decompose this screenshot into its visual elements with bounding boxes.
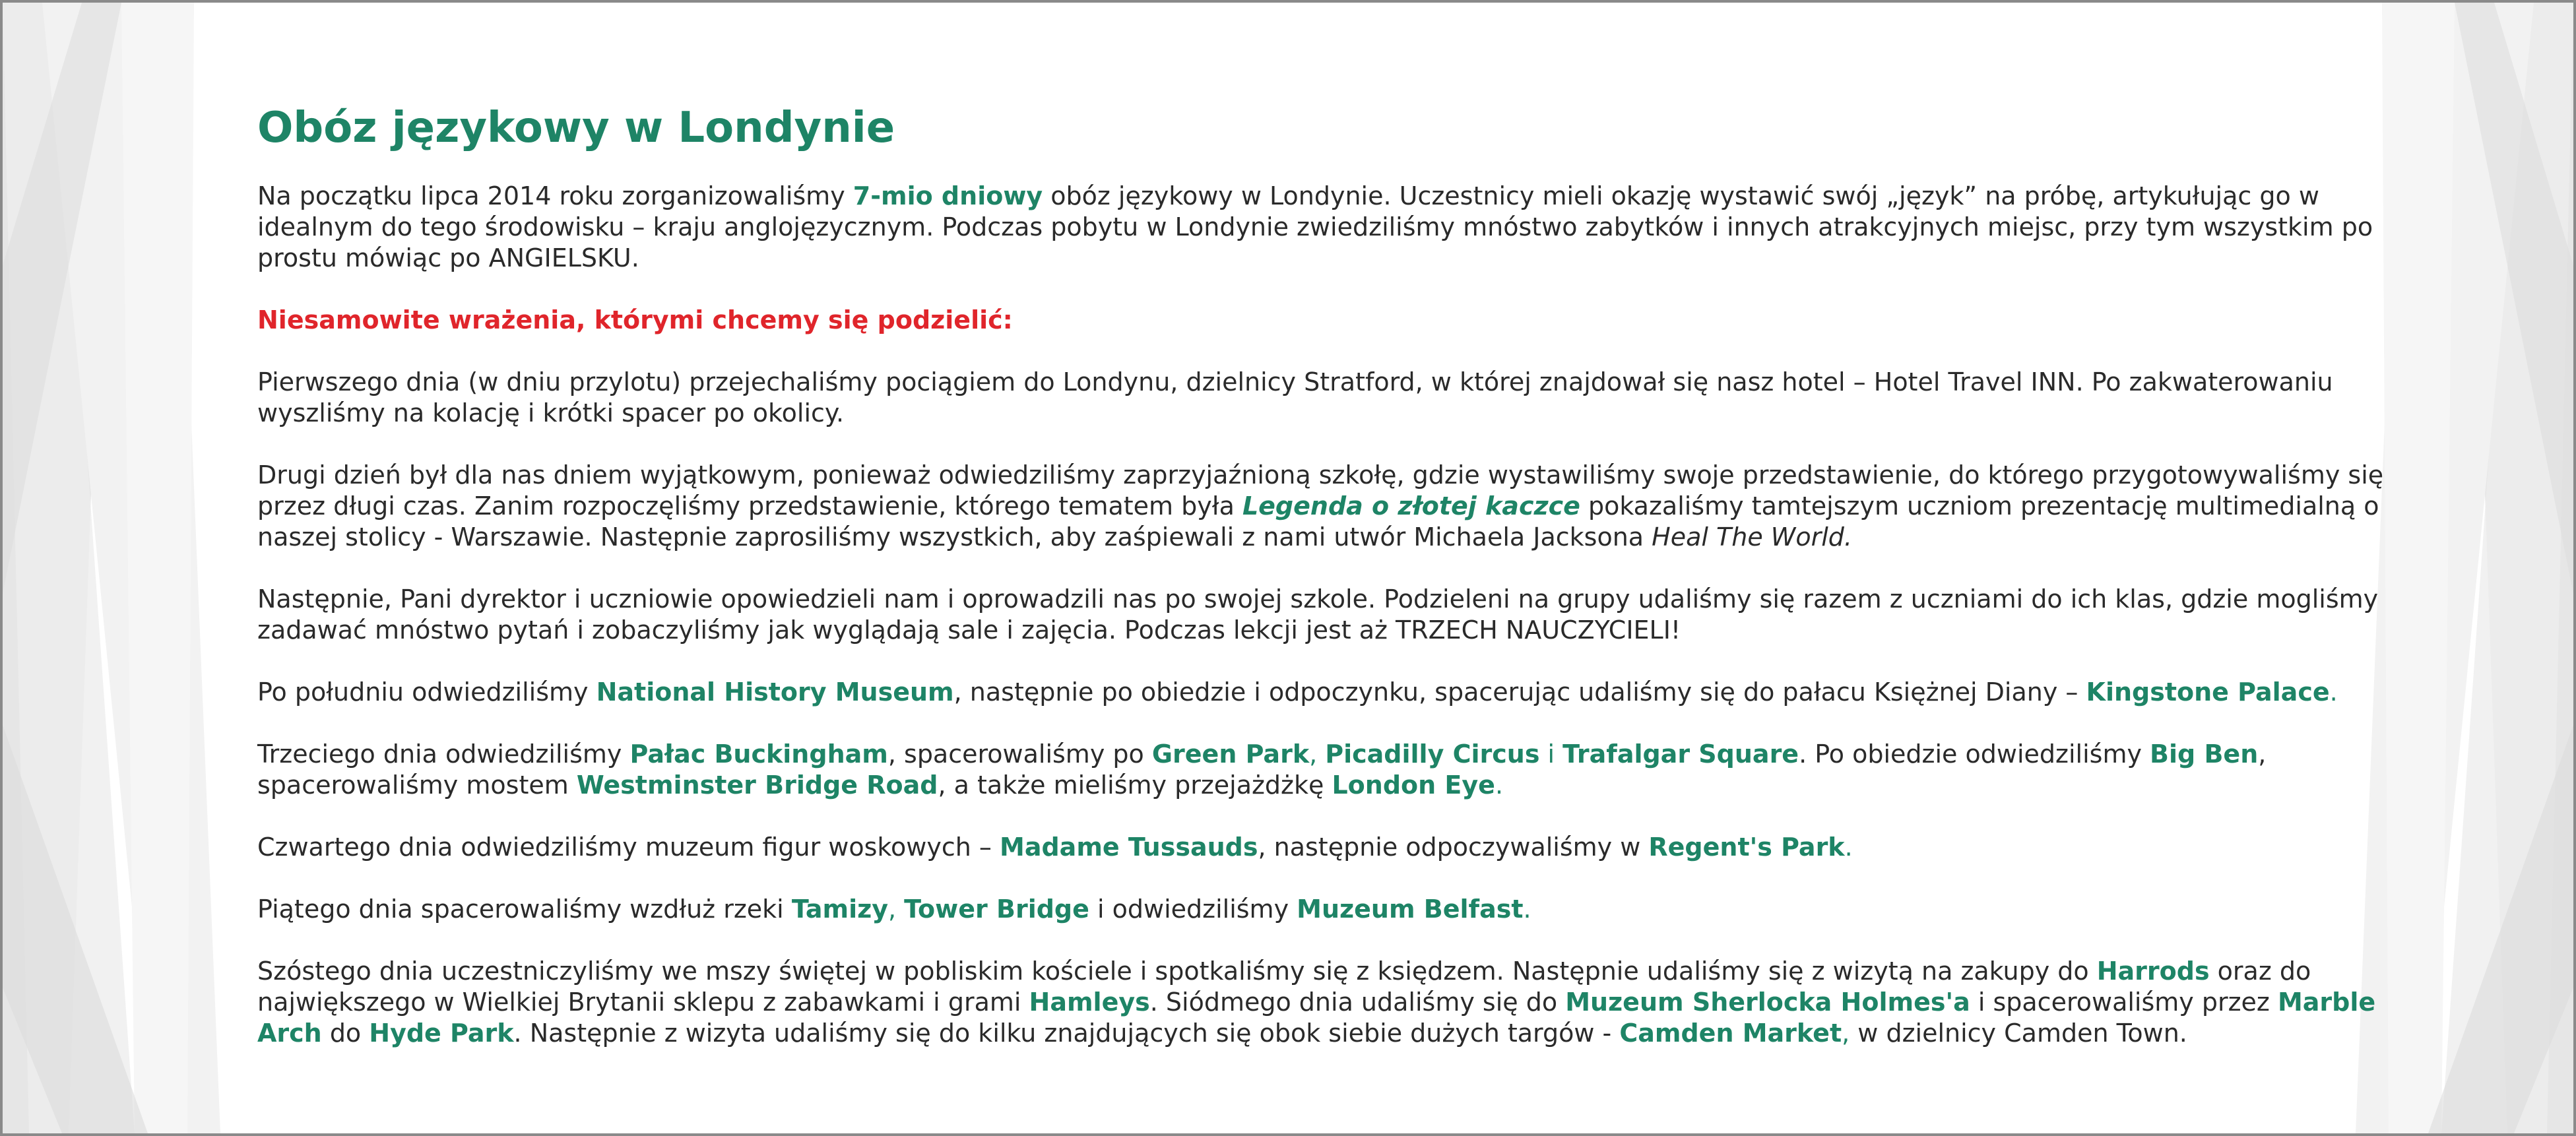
afternoon-paragraph bbox=[257, 677, 2435, 708]
text: . Po obiedzie odwiedziliśmy bbox=[1799, 740, 2150, 769]
punctuation: , bbox=[1842, 1019, 1850, 1048]
highlight-legend-title: Legenda o złotej kaczce bbox=[1242, 491, 1580, 521]
text: . Następnie z wizyta udaliśmy się do kilku znajdujących się obok siebie dużych targów - bbox=[513, 1019, 1620, 1048]
text: , spacerowaliśmy mostem bbox=[257, 740, 2267, 800]
text: obóz językowy w Londynie. Uczestnicy mieli okazję wystawić swój „język” na próbę, artykułując go w idealnym do tego środowisku – kraju anglojęzycznym. Podczas pobytu w Londynie zwiedziliśmy mnóstwo zabytków i innych atrakcyjnych miejsc, przy tym wszystkim po prostu mówiąc po ANGIELSKU. bbox=[257, 181, 2373, 272]
place-kingstone-palace: Kingstone Palace bbox=[2086, 678, 2330, 707]
text: , następnie po obiedzie i odpoczynku, spacerując udaliśmy się do pałacu Księżnej Diany – bbox=[953, 678, 2086, 707]
place-muzeum-belfast: Muzeum Belfast bbox=[1297, 895, 1524, 924]
article bbox=[257, 102, 2435, 1080]
place-muzeum-sherlocka-holmesa: Muzeum Sherlocka Holmes'a bbox=[1565, 988, 1970, 1017]
text: . Siódmego dnia udaliśmy się do bbox=[1149, 988, 1566, 1017]
punctuation: , bbox=[888, 895, 905, 924]
place-palac-buckingham: Pałac Buckingham bbox=[629, 740, 888, 769]
text: pokazaliśmy tamtejszym uczniom prezentację multimedialną o naszej stolicy - Warszawie. Następnie zaprosiliśmy wszystkich, aby zaśpiewali z nami utwór Michaela Jacksona bbox=[257, 491, 2379, 552]
day3-paragraph bbox=[257, 739, 2435, 801]
place-picadilly-circus: Picadilly Circus bbox=[1325, 740, 1540, 769]
text: , a także mieliśmy przejażdżkę bbox=[938, 771, 1332, 800]
song-title: Heal The World. bbox=[1652, 522, 1852, 552]
punctuation: . bbox=[1844, 833, 1853, 862]
section-subheading: Niesamowite wrażenia, którymi chcemy się podzielić: bbox=[257, 305, 1013, 334]
school-paragraph: Następnie, Pani dyrektor i uczniowie opowiedzieli nam i oprowadzili nas po swojej szkole. Podzieleni na grupy udaliśmy się razem z uczniami do ich klas, gdzie mogliśmy zadawać mnóstwo pytań i zobaczyliśmy jak wyglądają sale i zajęcia. Podczas lekcji jest aż TRZECH NAUCZYCIELI! bbox=[257, 584, 2379, 645]
text: i bbox=[1539, 740, 1563, 769]
day6-7-paragraph bbox=[257, 956, 2435, 1049]
place-tamizy: Tamizy bbox=[791, 895, 888, 924]
punctuation: . bbox=[1495, 771, 1504, 800]
text: Szóstego dnia uczestniczyliśmy we mszy świętej w pobliskim kościele i spotkaliśmy się z księdzem. Następnie udaliśmy się z wizytą na zakupy do bbox=[257, 957, 2097, 986]
day4-paragraph bbox=[257, 832, 2435, 863]
text: do bbox=[321, 1019, 370, 1048]
text: oraz do największego w Wielkiej Brytanii sklepu z zabawkami i grami bbox=[257, 957, 2311, 1017]
punctuation: , bbox=[1309, 740, 1326, 769]
day1-paragraph: Pierwszego dnia (w dniu przylotu) przejechaliśmy pociągiem do Londynu, dzielnicy Stratford, w której znajdował się nasz hotel – Hotel Travel INN. Po zakwaterowaniu wyszliśmy na kolację i krótki spacer po okolicy. bbox=[257, 367, 2333, 427]
place-westminster-bridge-road: Westminster Bridge Road bbox=[576, 771, 938, 800]
place-big-ben: Big Ben bbox=[2150, 740, 2259, 769]
text: Na początku lipca 2014 roku zorganizowaliśmy bbox=[257, 181, 853, 210]
text: Czwartego dnia odwiedziliśmy muzeum figur woskowych – bbox=[257, 833, 1000, 862]
place-marble-arch: Marble Arch bbox=[257, 988, 2376, 1048]
curtain-decoration-left bbox=[3, 3, 240, 1133]
day5-paragraph bbox=[257, 894, 2435, 925]
text: i odwiedziliśmy bbox=[1089, 895, 1297, 924]
place-hyde-park: Hyde Park bbox=[369, 1019, 514, 1048]
text: i spacerowaliśmy przez bbox=[1970, 988, 2278, 1017]
place-camden-market: Camden Market bbox=[1619, 1019, 1842, 1048]
place-regents-park: Regent's Park bbox=[1648, 833, 1845, 862]
place-trafalgar-square: Trafalgar Square bbox=[1562, 740, 1799, 769]
punctuation: . bbox=[1523, 895, 1531, 924]
text: , następnie odpoczywaliśmy w bbox=[1258, 833, 1649, 862]
text: , spacerowaliśmy po bbox=[887, 740, 1152, 769]
text: w dzielnicy Camden Town. bbox=[1850, 1019, 2187, 1048]
highlight-duration: 7-mio dniowy bbox=[853, 181, 1043, 210]
intro-paragraph bbox=[257, 181, 2435, 274]
place-london-eye: London Eye bbox=[1332, 771, 1495, 800]
text: Po południu odwiedziliśmy bbox=[257, 678, 596, 707]
place-harrods: Harrods bbox=[2096, 957, 2210, 986]
text: Drugi dzień był dla nas dniem wyjątkowym, ponieważ odwiedziliśmy zaprzyjaźnioną szkołę, gdzie wystawiliśmy swoje przedstawienie, do którego przygotowywaliśmy się przez długi czas. Zanim rozpoczęliśmy przedstawienie, którego tematem była bbox=[257, 460, 2384, 521]
place-national-history-museum: National History Museum bbox=[596, 678, 954, 707]
text: Trzeciego dnia odwiedziliśmy bbox=[257, 740, 630, 769]
place-madame-tussauds: Madame Tussauds bbox=[1000, 833, 1258, 862]
text: Piątego dnia spacerowaliśmy wzdłuż rzeki bbox=[257, 895, 792, 924]
punctuation: . bbox=[2329, 678, 2338, 707]
place-hamleys: Hamleys bbox=[1029, 988, 1150, 1017]
place-green-park: Green Park bbox=[1151, 740, 1310, 769]
page-title: Obóz językowy w Londynie bbox=[257, 104, 895, 152]
day2-paragraph bbox=[257, 460, 2435, 553]
place-tower-bridge: Tower Bridge bbox=[904, 895, 1089, 924]
